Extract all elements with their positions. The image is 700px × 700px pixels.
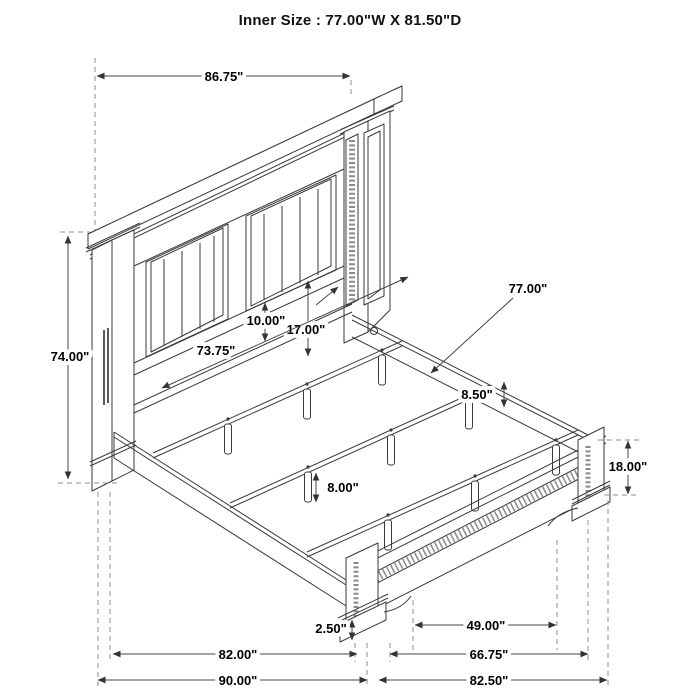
bed-drawing: [86, 86, 610, 642]
slat-rail-2: [230, 385, 493, 508]
dim-footboard-inner-width: [415, 618, 556, 633]
dim-inner-width-label: 77.00": [508, 281, 548, 296]
dim-overall-width: [379, 673, 607, 688]
dim-headboard-width: [97, 69, 350, 84]
dim-frame-length: [113, 647, 357, 662]
dim-rail-top-height-label: 17.00": [286, 322, 326, 337]
dim-inner-width: [431, 281, 547, 373]
dim-foot-base-height-label: 2.50": [315, 621, 347, 636]
dim-slat-length-label: 73.75": [196, 343, 236, 358]
headboard-left-post: [86, 223, 140, 491]
slat-rail-1: [153, 341, 402, 458]
dim-overall-depth: [98, 673, 367, 688]
dim-headboard-height: [51, 236, 90, 479]
headboard-right-post: [340, 106, 394, 343]
dim-headboard-width-label: 86.75": [204, 69, 244, 84]
dim-support-leg-height: [316, 473, 359, 502]
headboard-inner-rail: [134, 304, 352, 413]
page-title: Inner Size : 77.00"W X 81.50"D: [238, 12, 462, 29]
dim-footboard-width-label: 66.75": [469, 647, 509, 662]
left-side-rail: [114, 432, 354, 611]
dim-side-rail-height-label: 8.50": [461, 387, 493, 402]
dim-support-leg-height-label: 8.00": [327, 480, 359, 495]
dim-frame-length-label: 82.00": [218, 647, 258, 662]
dim-overall-width-label: 82.50": [469, 673, 509, 688]
dim-overall-depth-label: 90.00": [218, 673, 258, 688]
dim-footboard-inner-width-label: 49.00": [466, 618, 506, 633]
dim-footboard-width: [390, 647, 588, 662]
footboard-left-leg: [338, 543, 411, 642]
footboard: [338, 427, 610, 642]
dim-panel-to-rail-gap-label: 10.00": [246, 313, 286, 328]
dim-headboard-height-label: 74.00": [50, 349, 90, 364]
dim-footboard-height-label: 18.00": [608, 459, 648, 474]
dim-footboard-height: [609, 441, 648, 494]
